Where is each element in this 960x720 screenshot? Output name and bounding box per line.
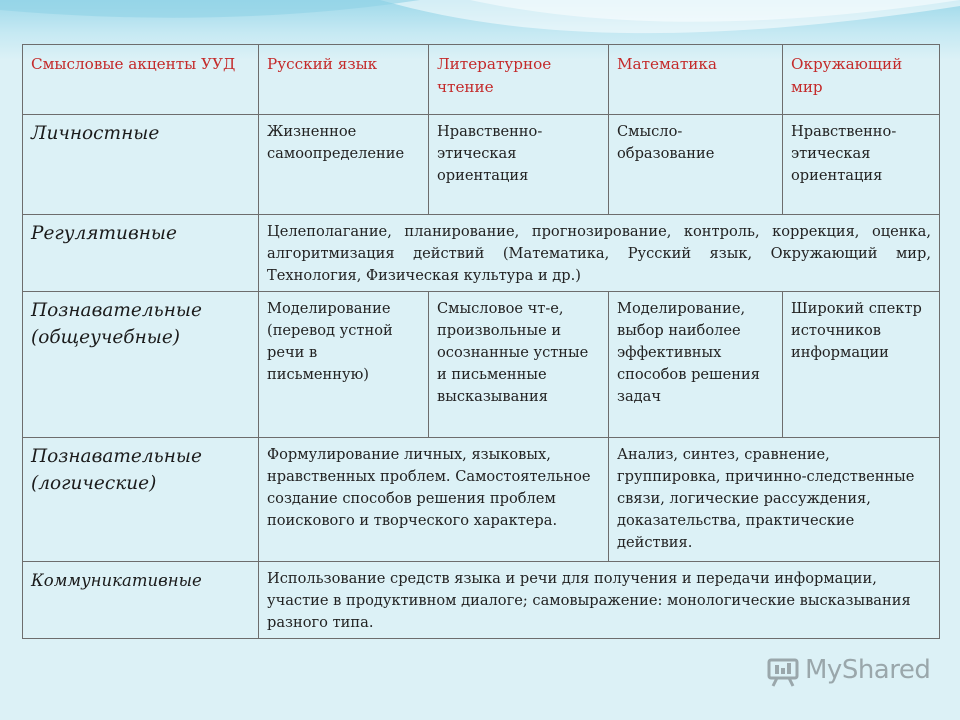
header-literary-reading: Литературное чтение — [429, 45, 609, 115]
cell-cognitive-logical-right: Анализ, синтез, сравнение, группировка, причинно-следственные связи, логические рассуждения, доказательства, практические действия. — [609, 438, 940, 562]
watermark-text: MyShared — [805, 655, 931, 685]
table-row-cognitive-logical — [23, 438, 940, 562]
cell-cognitive-general-math: Моделирование, выбор наиболее эффективных способов решения задач — [609, 292, 783, 438]
table-header-row — [23, 45, 940, 115]
row-label-cognitive-logical: Познавательные (логические) — [23, 438, 259, 562]
header-russian: Русский язык — [259, 45, 429, 115]
table-row-personal — [23, 115, 940, 215]
header-math: Математика — [609, 45, 783, 115]
cell-cognitive-logical-left: Формулирование личных, языковых, нравственных проблем. Самостоятельное создание способов решения проблем поискового и творческого характера. — [259, 438, 609, 562]
row-label-cognitive-general: Познавательные (общеучебные) — [23, 292, 259, 438]
cell-personal-math: Смысло-образование — [609, 115, 783, 215]
myshared-watermark — [767, 652, 937, 692]
cell-personal-russian: Жизненное самоопределение — [259, 115, 429, 215]
cell-communicative-merged: Использование средств языка и речи для получения и передачи информации, участие в продуктивном диалоге; самовыражение: монологические высказывания разного типа. — [259, 562, 940, 639]
row-label-regulative: Регулятивные — [23, 215, 259, 292]
cell-personal-world: Нравственно-этическая ориентация — [783, 115, 940, 215]
cell-personal-literary: Нравственно-этическая ориентация — [429, 115, 609, 215]
cell-cognitive-general-russian: Моделирование (перевод устной речи в письменную) — [259, 292, 429, 438]
cell-cognitive-general-world: Широкий спектр источников информации — [783, 292, 940, 438]
table-row-cognitive-general — [23, 292, 940, 438]
presentation-board-icon — [767, 657, 801, 687]
cell-regulative-merged: Целеполагание, планирование, прогнозирование, контроль, коррекция, оценка, алгоритмизация действий (Математика, Русский язык, Окружающий мир, Технология, Физическая культура и др.) — [259, 215, 940, 292]
header-world: Окружающий мир — [783, 45, 940, 115]
header-uud-accents: Смысловые акценты УУД — [23, 45, 259, 115]
cell-cognitive-general-literary: Смысловое чт-е, произвольные и осознанные устные и письменные высказывания — [429, 292, 609, 438]
row-label-communicative: Коммуникативные — [23, 562, 259, 639]
table-row-communicative — [23, 562, 940, 639]
row-label-personal: Личностные — [23, 115, 259, 215]
uud-table — [22, 44, 940, 639]
table-row-regulative — [23, 215, 940, 292]
